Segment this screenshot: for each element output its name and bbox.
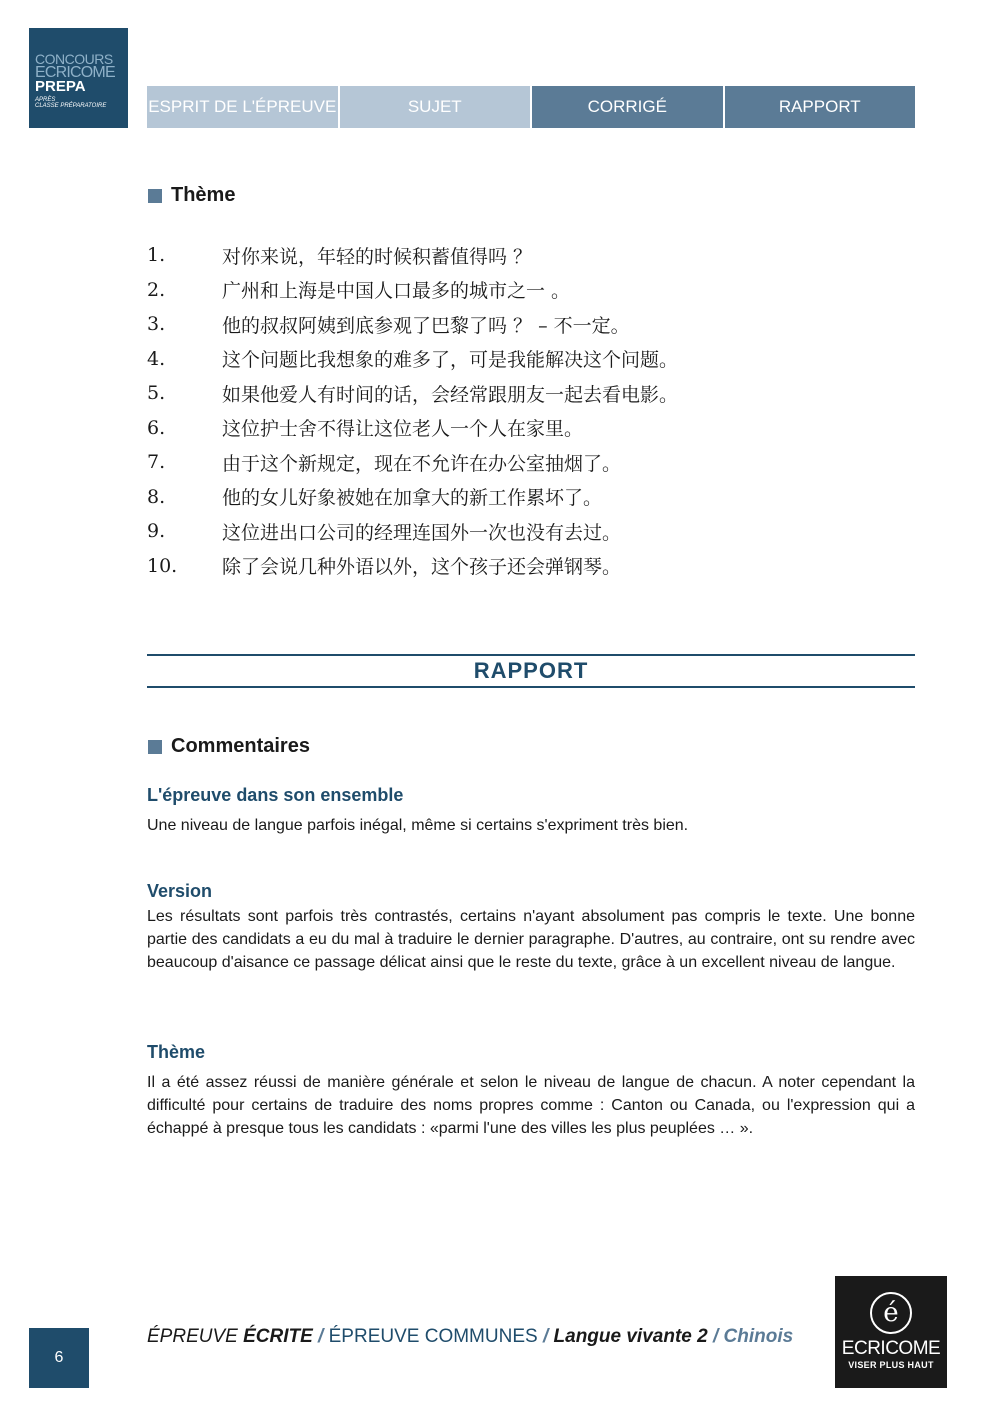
item-number: 10. (147, 554, 178, 577)
item-text: 由于这个新规定，现在不允许在办公室抽烟了。 (222, 452, 622, 475)
footer-breadcrumb (147, 1326, 793, 1348)
list-item (147, 411, 847, 446)
tab-sujet[interactable]: SUJET (340, 86, 531, 128)
item-text: 广州和上海是中国人口最多的城市之一 。 (222, 280, 571, 303)
ecricome-brand: ECRICOME (841, 1338, 941, 1359)
list-item (147, 273, 847, 308)
footer-chinois: Chinois (723, 1326, 794, 1347)
ecricome-logo (835, 1276, 947, 1388)
ensemble-paragraph: Une niveau de langue parfois inégal, même si certains s'expriment très bien. (147, 817, 689, 834)
ecricome-e-icon: é (870, 1292, 912, 1334)
item-text: 这位进出口公司的经理连国外一次也没有去过。 (222, 521, 622, 544)
logo-line-concours: CONCOURS (35, 51, 113, 67)
theme-heading (148, 184, 235, 207)
item-text: 对你来说，年轻的时候积蓄值得吗 ？ (222, 245, 533, 268)
theme-paragraph: Il a été assez réussi de manière générale et selon le niveau de langue de chacun. A noter cependant la difficulté pour certains de traduire des noms propres comme : Canton ou Canada, ou l'expression qui a échappé à presque tous les candidats : «parmi l'une des villes les plus peuplées … ». (147, 1074, 915, 1137)
version-subheading: Version (147, 881, 213, 901)
tab-esprit[interactable]: ESPRIT DE L'ÉPREUVE (147, 86, 338, 128)
item-text: 这个问题比我想象的难多了，可是我能解决这个问题。 (222, 349, 679, 372)
list-item (147, 480, 847, 515)
item-text: 除了会说几种外语以外，这个孩子还会弹钢琴。 (222, 556, 622, 579)
square-bullet-icon (148, 189, 162, 203)
footer-ecrite: ÉCRITE (243, 1326, 313, 1347)
version-paragraph: Les résultats sont parfois très contrastés, certains n'ayant absolument pas compris le texte. Une bonne partie des candidats a eu du mal à traduire le dernier paragraphe. D'autres, au contraire, ont su rendre avec beaucoup d'aisance ce passage délicat ainsi que le reste du texte, grâce à un excellent niveau de langue. (147, 908, 915, 971)
list-item (147, 307, 847, 342)
item-number: 3. (147, 313, 166, 336)
page-number: 6 (29, 1328, 89, 1388)
theme-heading-label: Thème (171, 184, 236, 206)
item-number: 6. (147, 416, 166, 439)
item-text: 他的叔叔阿姨到底参观了巴黎了吗 ？ – 不一定。 (222, 314, 630, 337)
tab-corrige[interactable]: CORRIGÉ (532, 86, 723, 128)
list-item (147, 514, 847, 549)
list-item (147, 549, 847, 584)
item-number: 8. (147, 485, 166, 508)
item-text: 他的女儿好象被她在加拿大的新工作累坏了。 (222, 487, 603, 510)
theme-sentence-list (147, 238, 847, 583)
footer-communes: COMMUNES (424, 1326, 538, 1347)
item-number: 2. (147, 278, 166, 301)
section-tabs (147, 86, 915, 128)
tab-rapport[interactable]: RAPPORT (725, 86, 916, 128)
commentaires-heading-label: Commentaires (171, 735, 310, 757)
theme-subheading: Thème (147, 1042, 206, 1062)
item-number: 4. (147, 347, 166, 370)
item-number: 7. (147, 451, 166, 474)
item-text: 这位护士舍不得让这位老人一个人在家里。 (222, 418, 584, 441)
item-number: 9. (147, 520, 166, 543)
logo-line-classe: CLASSE PRÉPARATOIRE (35, 103, 107, 109)
item-text: 如果他爱人有时间的话，会经常跟朋友一起去看电影。 (222, 383, 679, 406)
item-number: 1. (147, 244, 166, 267)
square-bullet-icon (148, 740, 162, 754)
footer-epreuve-2: ÉPREUVE (328, 1326, 425, 1347)
ecricome-tagline: VISER PLUS HAUT (848, 1360, 934, 1370)
footer-epreuve: ÉPREUVE (147, 1326, 244, 1347)
concours-logo (29, 28, 128, 128)
footer-separator: / (537, 1326, 554, 1347)
footer-separator: / (707, 1326, 724, 1347)
item-number: 5. (147, 382, 166, 405)
list-item (147, 376, 847, 411)
footer-langue: Langue vivante 2 (553, 1326, 708, 1347)
list-item (147, 445, 847, 480)
logo-line-prepa: PREPA (35, 78, 86, 95)
list-item (147, 342, 847, 377)
logo-line-apres: APRÈS (35, 97, 56, 103)
rapport-banner: RAPPORT (147, 654, 915, 688)
commentaires-heading (148, 735, 310, 758)
ensemble-subheading: L'épreuve dans son ensemble (147, 785, 404, 805)
list-item (147, 238, 847, 273)
logo-line-ecricome: ECRICOME (35, 64, 115, 81)
footer-separator: / (312, 1326, 329, 1347)
